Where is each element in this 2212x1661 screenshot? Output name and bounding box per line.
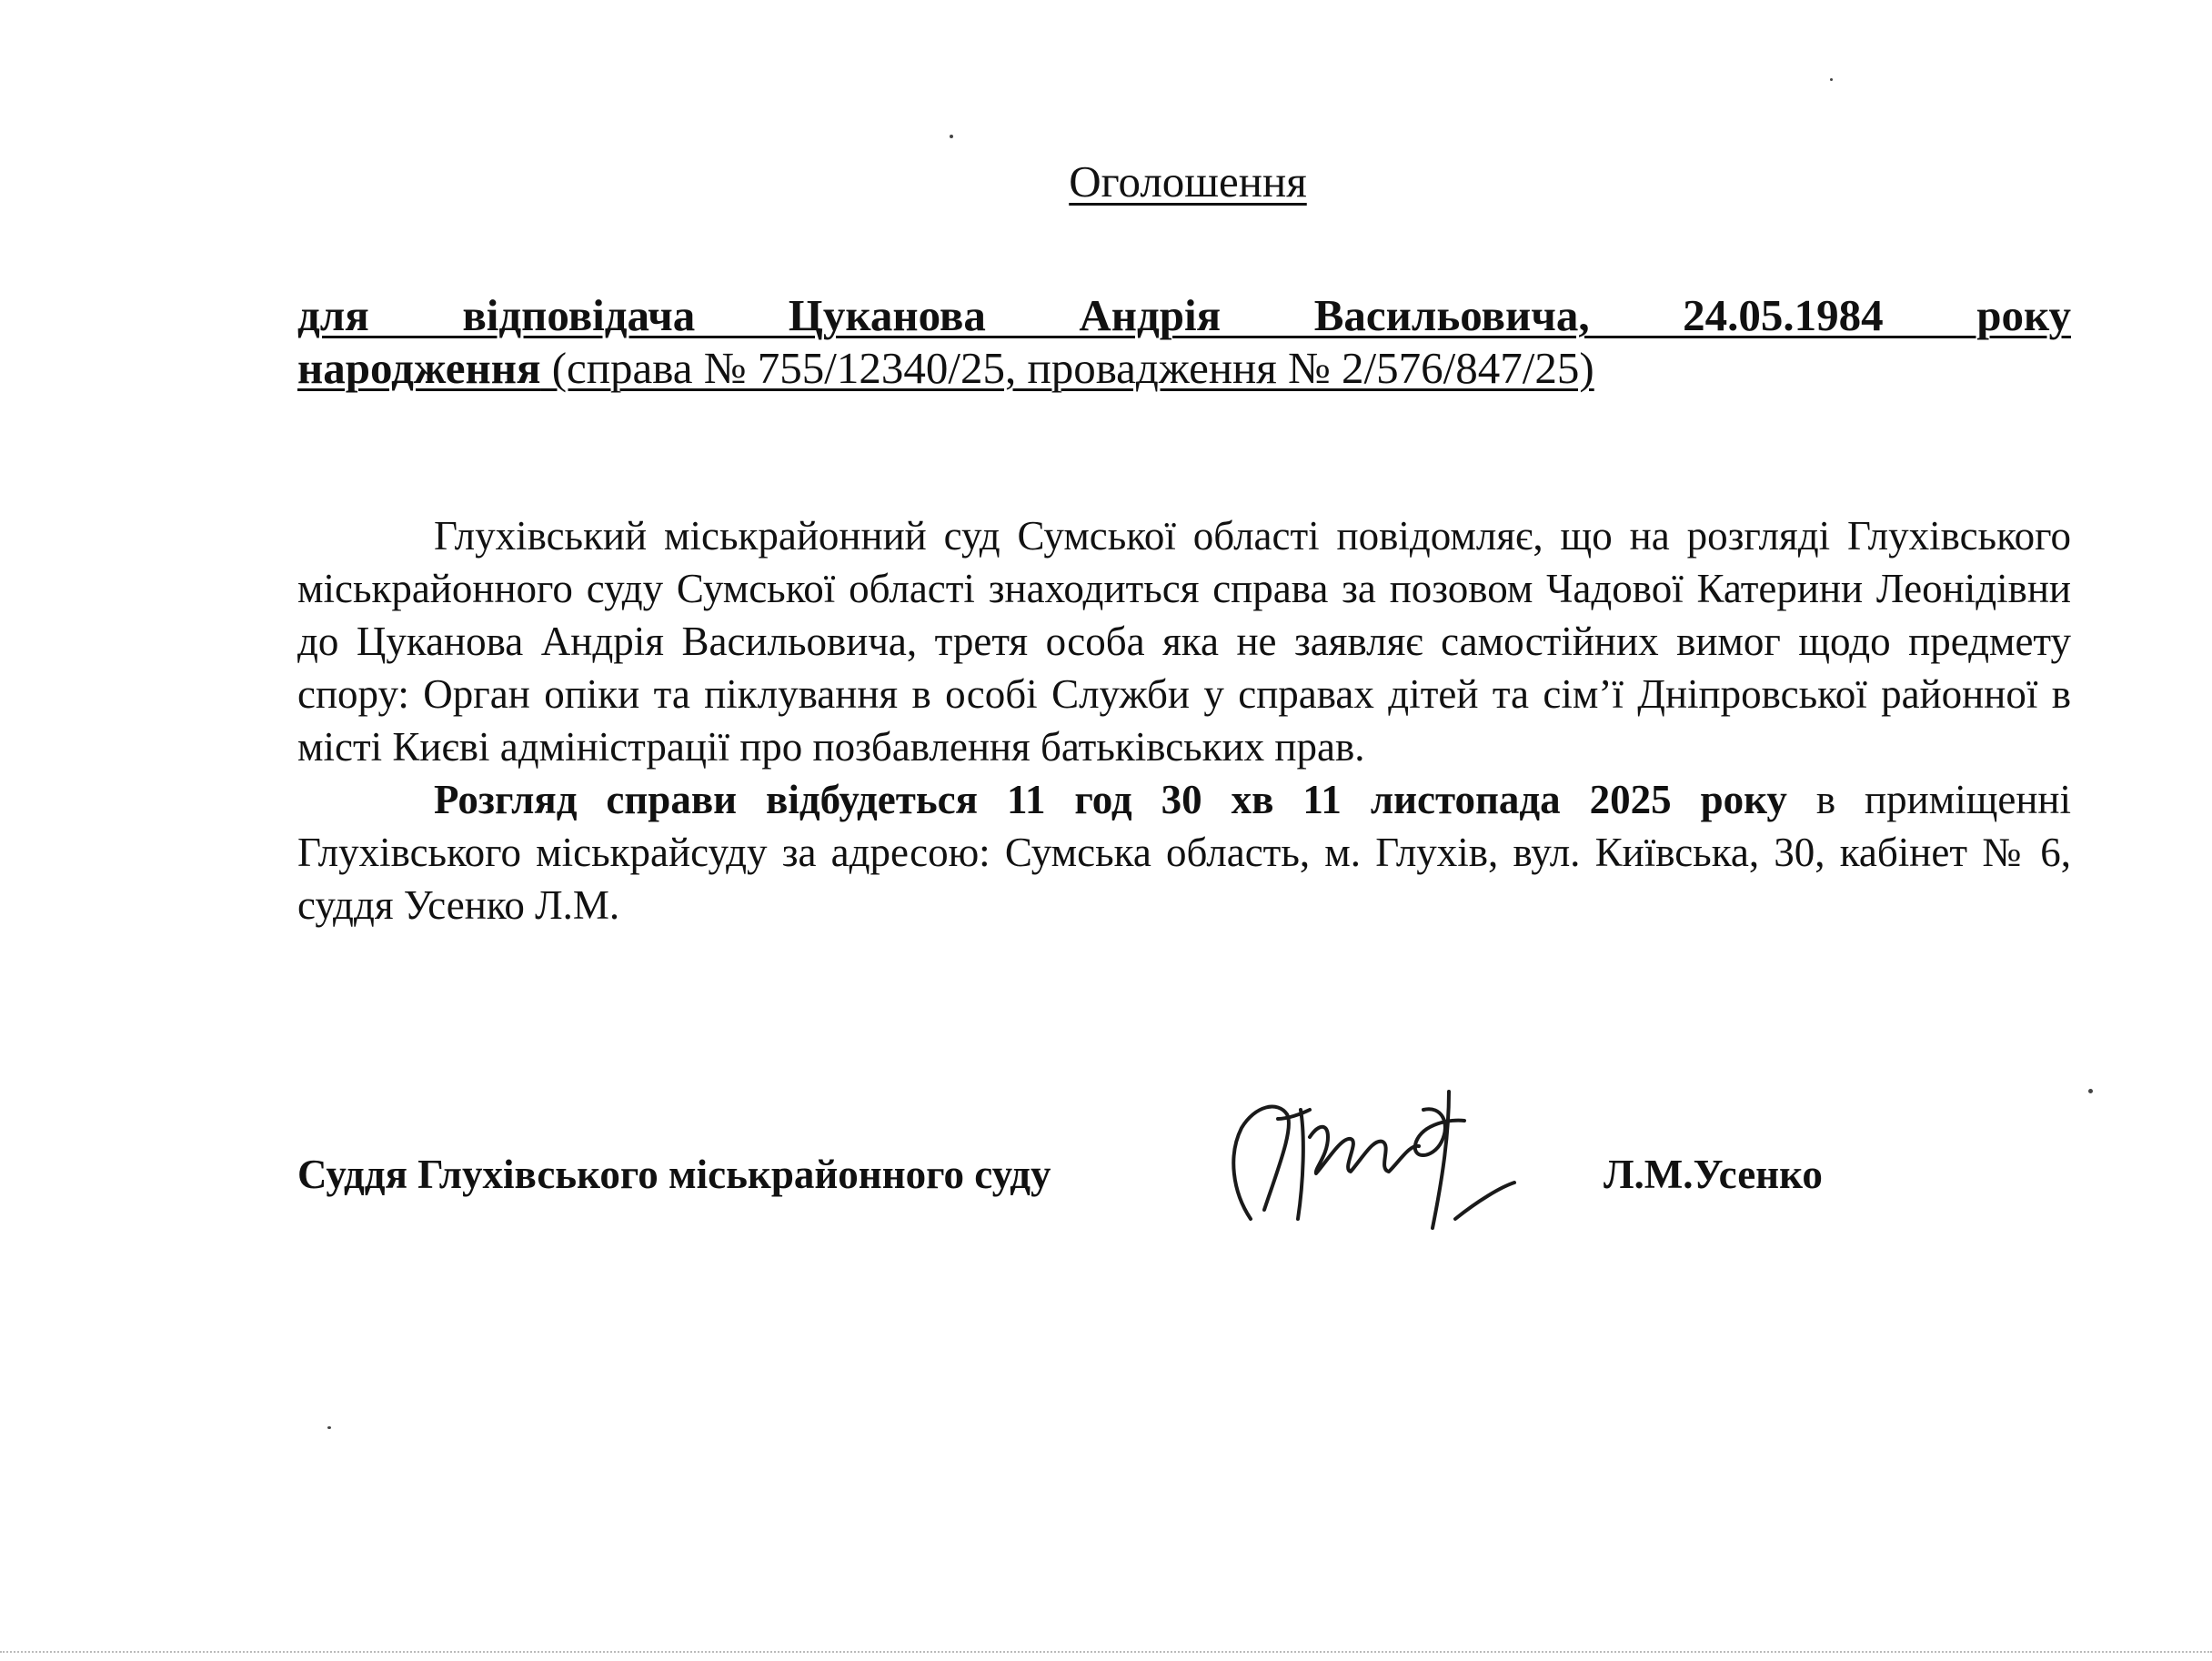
- document-body: [297, 509, 2071, 931]
- scan-edge: [0, 1651, 2212, 1654]
- handwritten-signature-icon: [1214, 1082, 1542, 1246]
- subject-line-2-rest: (справа № 755/12340/25, провадження № 2/576/847/25): [540, 343, 1594, 393]
- judge-name: Л.М.Усенко: [1604, 1152, 1823, 1197]
- scan-speck: [950, 135, 953, 138]
- hearing-location: в приміщенні Глухівського міськрайсуду за адресою: Сумська область, м. Глухів, вул. Київська, 30, кабінет № 6, суддя Усенко Л.М.: [297, 777, 2071, 928]
- hearing-date-bold: Розгляд справи відбудеться 11 год 30 хв 11 листопада 2025 року: [434, 777, 1787, 822]
- body-paragraph-1: Глухівський міськрайонний суд Сумської області повідомляє, що на розгляді Глухівського міськрайонного суду Сумської області знаходиться справа за позовом Чадової Катерини Леонідівни до Цуканова Андрія Васильовича, третя особа яка не заявляє самостійних вимог щодо предмету спору: Орган опіки та піклування в особі Служби у справах дітей та сім’ї Дніпровської районної в місті Києві адміністрації про позбавлення батьківських прав.: [297, 513, 2071, 770]
- signature-label: Суддя Глухівського міськрайонного суду: [297, 1152, 1051, 1197]
- document-title-text: Оголошення: [1069, 156, 1307, 206]
- subject-line-2-bold: народження: [297, 343, 541, 393]
- body-paragraph-2: [297, 773, 2071, 931]
- subject-line-2: [297, 342, 2071, 395]
- subject-line-1: для відповідача Цуканова Андрія Васильовича, 24.05.1984 року: [297, 290, 2071, 340]
- document-subject: [297, 289, 2071, 395]
- document-title: [0, 155, 2212, 209]
- scan-speck: [2088, 1089, 2093, 1093]
- scan-speck: [1830, 78, 1833, 81]
- scan-speck: [327, 1426, 331, 1429]
